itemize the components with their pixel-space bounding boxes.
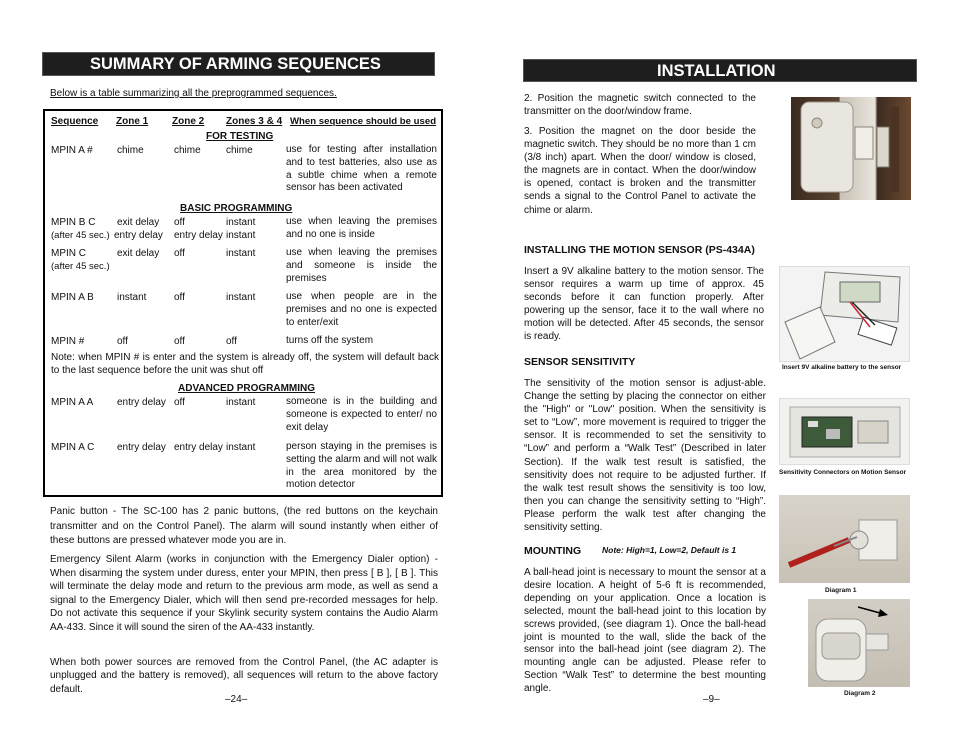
emergency-alarm-paragraph: Emergency Silent Alarm (works in conjunction with the Emergency Dialer option) - When disarming the system under duress, enter your MPIN, then press [ B ], [ B ]. This will terminate the delay mode and return to the previous arm mode, as well as send a signal to the Emergency Dialer, which will then send pre-recorded messages for help. Do not activate this sequence if your Skylink security system contains the Audio Alarm AA-433. Since it will sound the siren of the AA-433 instantly.: [50, 554, 438, 633]
left-page-title: SUMMARY OF ARMING SEQUENCES: [42, 52, 435, 76]
step-3: 3. Position the magnet on the door beside the magnetic switch. They should be no more than 1 cm (3/8 inch) apart. When the door/ window is closed, the magnets are in contact. When the door/window is opened, contact is broken and the transmitter sends a signal to the Control Panel to activate the chime or alarm.: [524, 126, 756, 216]
row-zone1: off: [117, 336, 128, 347]
row-seq: MPIN A #: [51, 145, 93, 156]
row-seq: MPIN B C: [51, 217, 96, 228]
header-zone1: Zone 1: [116, 116, 149, 127]
row-zones34: instant: [226, 248, 256, 259]
row-zone2: chime: [174, 145, 201, 156]
step-2: 2. Position the magnetic switch connected to the transmitter on the door/window frame.: [524, 93, 756, 118]
row-zones34-b: instant: [226, 230, 256, 241]
right-page-title: INSTALLATION: [523, 59, 917, 82]
mounting-text: A ball-head joint is necessary to mount the sensor at a desire location. A height of 5-6 ft is recommended, depending on your application. Once a location is selected, mount the ball-head joint to this location by screws provided, (see diagram 1). Once the ball-head joint is mounted to the wall, slide the back of the sensor into the ball-head joint (see diagram 2). The mounting angle can be adjusted. Please refer to Section “Walk Test” to determine the best mounting angle.: [524, 567, 766, 695]
door-window-sensor-photo: [791, 97, 911, 200]
row-seq-note: (after 45 sec.): [51, 230, 110, 241]
row-seq-note: (after 45 sec.): [51, 261, 110, 272]
row-seq: MPIN A B: [51, 292, 94, 303]
row-seq: MPIN A A: [51, 397, 94, 408]
row-use: person staying in the premises is setting the alarm and will not walk in the area monitored by the motion detector: [286, 441, 437, 491]
row-zones34: chime: [226, 145, 253, 156]
row-seq: MPIN #: [51, 336, 85, 347]
left-page-number: –24–: [225, 694, 248, 705]
row-use: use for testing after installation and to test batteries, also use as a subtle chime when a remote sensor has been activated: [286, 144, 437, 194]
row-seq: MPIN A C: [51, 442, 95, 453]
row-zone2: off: [174, 217, 185, 228]
diagram-2-photo: [808, 599, 910, 687]
row-zones34: instant: [226, 442, 256, 453]
mounting-heading: MOUNTING: [524, 545, 582, 557]
row-zone2: off: [174, 248, 185, 259]
motion-sensor-heading: INSTALLING THE MOTION SENSOR (PS-434A): [524, 244, 755, 256]
table-intro: Below is a table summarizing all the preprogrammed sequences.: [50, 88, 337, 99]
row-use: use when leaving the premises and someone is inside the premises: [286, 247, 437, 284]
mounting-note: Note: High=1, Low=2, Default is 1: [602, 545, 737, 555]
right-page-number: –9–: [703, 694, 720, 705]
header-when-used: When sequence should be used: [290, 116, 437, 127]
sensitivity-connectors-photo: [779, 398, 910, 465]
row-zones34: instant: [226, 217, 256, 228]
header-zones34: Zones 3 & 4: [226, 116, 283, 127]
row-zone2: off: [174, 336, 185, 347]
panic-button-paragraph: Panic button - The SC-100 has 2 panic buttons, (the red buttons on the keychain transmitter and on the Control Panel). The alarm will sound instantly when either of these buttons are pressed whatever mode you are in.: [50, 506, 438, 547]
table-note: Note: when MPIN # is enter and the system is already off, the system will default back to the last sequence before the unit was shut off: [51, 352, 439, 377]
row-zone1: entry delay: [117, 397, 166, 408]
row-zone1: exit delay: [117, 217, 160, 228]
row-use: turns off the system: [286, 335, 374, 346]
motion-sensor-text: Insert a 9V alkaline battery to the motion sensor. The sensor requires a warm up time of approx. 45 seconds before it can function properly. After powering up the sensor, face it to the wall where no motion will be detected. After 45 seconds, the sensor is ready.: [524, 266, 764, 343]
row-use: use when people are in the premises and no one is expected to enter/exit: [286, 291, 437, 328]
header-sequence: Sequence: [51, 116, 99, 127]
row-zones34: instant: [226, 397, 256, 408]
row-seq: MPIN C: [51, 248, 86, 259]
row-zone2: off: [174, 292, 185, 303]
power-removal-paragraph: When both power sources are removed from the Control Panel, (the AC adapter is unplugged and the battery is removed), all sequences will return to the above factory default.: [50, 657, 438, 695]
battery-caption: Insert 9V alkaline battery to the sensor: [782, 364, 902, 371]
header-zone2: Zone 2: [172, 116, 205, 127]
arming-sequence-table: [43, 109, 443, 497]
sensitivity-heading: SENSOR SENSITIVITY: [524, 356, 636, 368]
diagram-2-caption: Diagram 2: [844, 690, 876, 697]
section-testing: FOR TESTING: [206, 131, 274, 142]
row-zones34: off: [226, 336, 237, 347]
row-zone1: chime: [117, 145, 144, 156]
diagram-1-photo: [779, 495, 910, 583]
connectors-caption: Sensitivity Connectors on Motion Sensor: [779, 469, 907, 476]
row-zone1: instant: [117, 292, 147, 303]
section-advanced: ADVANCED PROGRAMMING: [178, 383, 316, 394]
row-zone2: off: [174, 397, 185, 408]
row-zones34: instant: [226, 292, 256, 303]
sensitivity-text: The sensitivity of the motion sensor is adjust-able. Change the setting by placing the connector on either the "High" or "Low" position. When the sensitivity is set to “Low”, more movement is required to trigger the sensor. It is recommended to set the sensitivity to “Low” and perform a “Walk Test” (Described in later Section). If the walk test result is satisfied, the sensitivity does not require to be adjusted further. If the walk test result shows the sensitivity is too low, then you can change the sensitivity setting to “High”. Please perform the walk test after changing the sensitivity setting.: [524, 378, 766, 534]
row-zone1-b: entry delay: [114, 230, 163, 241]
row-zone2: entry delay: [174, 442, 223, 453]
battery-insert-photo: [779, 266, 910, 362]
diagram-1-caption: Diagram 1: [825, 587, 857, 594]
row-use: someone is in the building and someone is expected to enter/ no exit delay: [286, 396, 437, 433]
row-zone1: entry delay: [117, 442, 166, 453]
section-basic: BASIC PROGRAMMING: [180, 203, 293, 214]
row-use: use when leaving the premises and no one is inside: [286, 216, 437, 240]
row-zone2-b: entry delay: [174, 230, 223, 241]
row-zone1: exit delay: [117, 248, 160, 259]
